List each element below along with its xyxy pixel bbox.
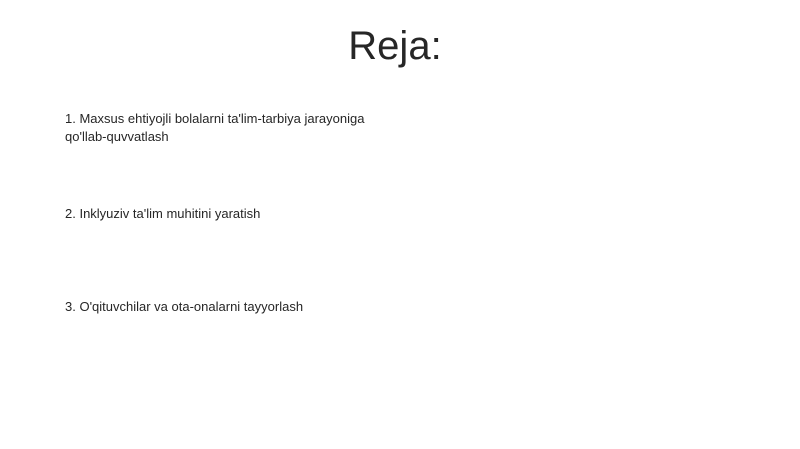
plan-item-3: 3. O'qituvchilar va ota-onalarni tayyorlash bbox=[65, 299, 304, 314]
slide-title: Reja: bbox=[348, 24, 442, 68]
plan-item-2: 2. Inklyuziv ta'lim muhitini yaratish bbox=[65, 206, 261, 221]
plan-item-1: 1. Maxsus ehtiyojli bolalarni ta'lim-tarbiya jarayoniga qo'llab-quvvatlash bbox=[65, 111, 365, 144]
